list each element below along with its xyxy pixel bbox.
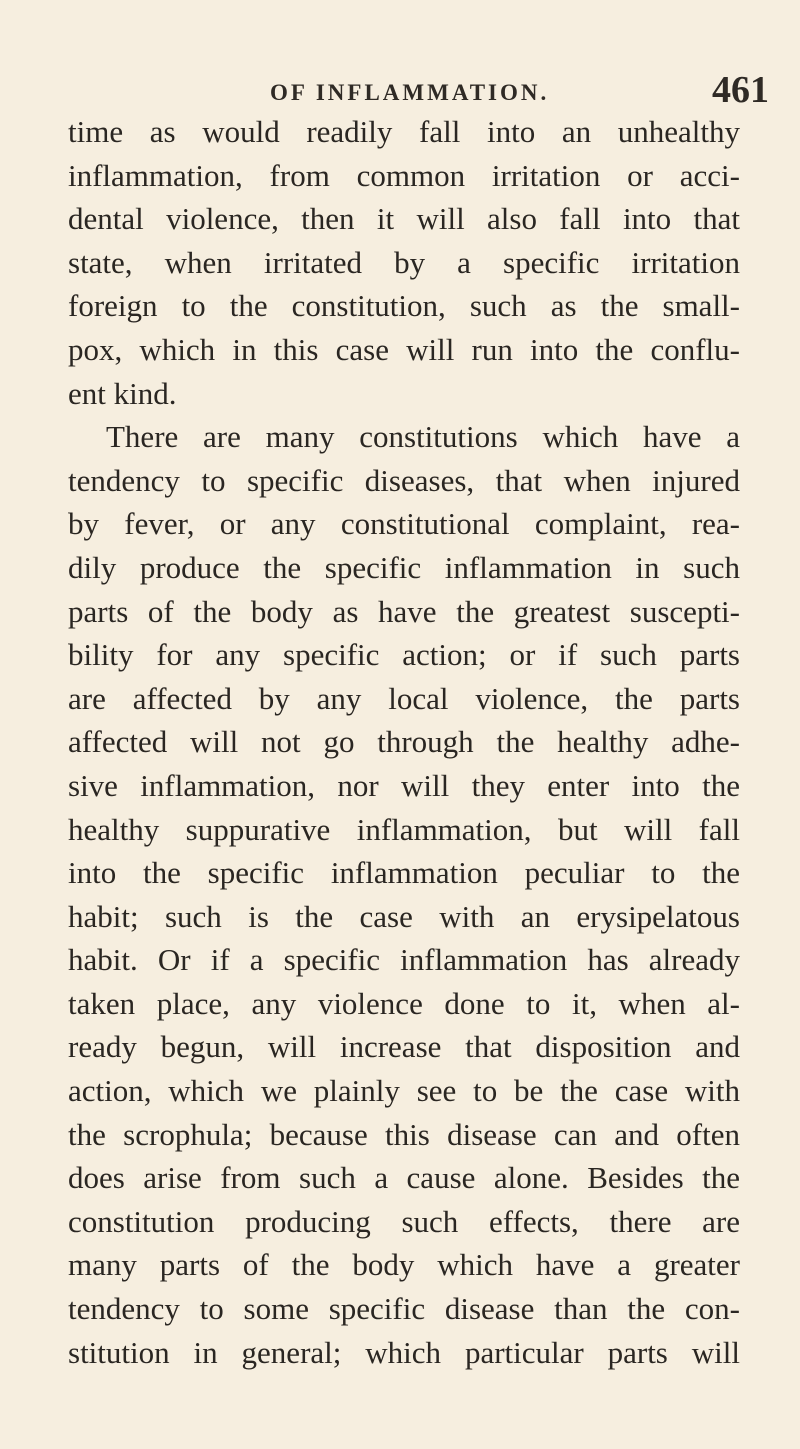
text-line: bility for any specific action; or if such parts [68, 637, 740, 673]
text-line: affected will not go through the healthy adhe- [68, 724, 740, 760]
text-line: does arise from such a cause alone. Besides the [68, 1160, 740, 1196]
text-line: are affected by any local violence, the parts [68, 680, 740, 716]
text-line: into the specific inflammation peculiar to the [68, 855, 740, 891]
text-line: habit; such is the case with an erysipelatous [68, 898, 740, 934]
text-line: parts of the body as have the greatest suscepti- [68, 593, 740, 629]
text-line: healthy suppurative inflammation, but will fall [68, 811, 740, 847]
text-line: time as would readily fall into an unhealthy [68, 114, 740, 149]
text-line: inflammation, from common irritation or acci- [68, 157, 740, 193]
text-line: ent kind. [68, 375, 177, 411]
text-line: the scrophula; because this disease can and often [68, 1116, 740, 1152]
running-title: OF INFLAMMATION. [270, 80, 550, 105]
text-line: action, which we plainly see to be the case with [68, 1073, 740, 1109]
paragraph-first-line: There are many constitutions which have a [106, 419, 740, 455]
body-text [68, 110, 740, 1374]
text-line: state, when irritated by a specific irritation [68, 244, 740, 280]
text-line: stitution in general; which particular parts will [68, 1334, 740, 1370]
text-line: ready begun, will increase that disposition and [68, 1029, 740, 1065]
running-head [0, 68, 800, 111]
text-line: many parts of the body which have a greater [68, 1247, 740, 1283]
page-number: 461 [712, 69, 769, 111]
text-line: tendency to some specific disease than the con- [68, 1291, 740, 1327]
text-line: tendency to specific diseases, that when injured [68, 462, 740, 498]
text-line: by fever, or any constitutional complaint, rea- [68, 506, 740, 542]
text-line: sive inflammation, nor will they enter into the [68, 767, 740, 803]
text-line: taken place, any violence done to it, when al- [68, 985, 740, 1021]
text-line: dental violence, then it will also fall into that [68, 201, 740, 237]
text-line: dily produce the specific inflammation in such [68, 549, 740, 585]
text-line: habit. Or if a specific inflammation has already [68, 942, 740, 978]
text-line: pox, which in this case will run into the conflu- [68, 331, 740, 367]
text-line: constitution producing such effects, there are [68, 1203, 740, 1239]
text-line: foreign to the constitution, such as the small- [68, 288, 740, 324]
